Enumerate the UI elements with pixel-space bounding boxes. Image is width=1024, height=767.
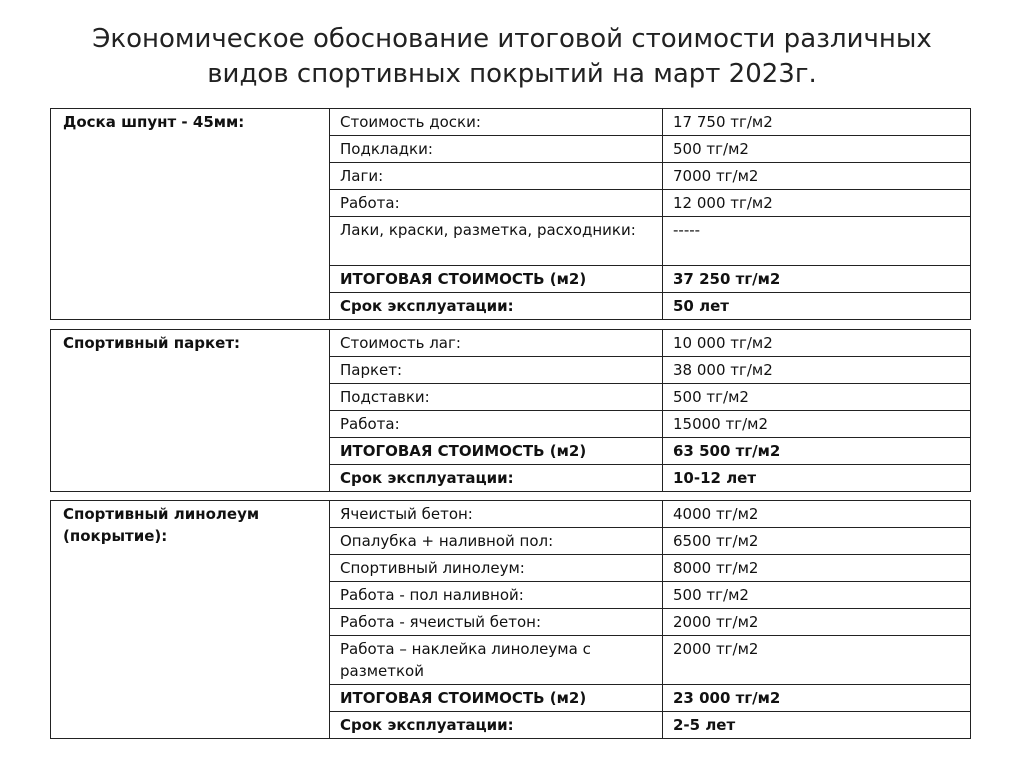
row-label: Работа - ячеистый бетон: xyxy=(330,609,663,636)
row-value: 6500 тг/м2 xyxy=(663,528,971,555)
table-sport-parquet xyxy=(50,329,971,492)
row-value: ----- xyxy=(663,217,971,266)
row-value: 500 тг/м2 xyxy=(663,384,971,411)
row-label: Работа: xyxy=(330,411,663,438)
total-cost-label: ИТОГОВАЯ СТОИМОСТЬ (м2) xyxy=(330,685,663,712)
row-value: 38 000 тг/м2 xyxy=(663,357,971,384)
lifetime-label: Срок эксплуатации: xyxy=(330,465,663,492)
row-value: 8000 тг/м2 xyxy=(663,555,971,582)
row-value: 17 750 тг/м2 xyxy=(663,109,971,136)
table-category-label: Спортивный паркет: xyxy=(51,330,330,492)
row-value: 7000 тг/м2 xyxy=(663,163,971,190)
table-category-label: Спортивный линолеум (покрытие): xyxy=(51,501,330,739)
lifetime-value: 2-5 лет xyxy=(663,712,971,739)
row-label: Паркет: xyxy=(330,357,663,384)
table-wood-board xyxy=(50,108,971,320)
title-line-2: видов спортивных покрытий на март 2023г. xyxy=(207,59,817,89)
row-value: 2000 тг/м2 xyxy=(663,609,971,636)
row-label: Подкладки: xyxy=(330,136,663,163)
row-label: Работа – наклейка линолеума с разметкой xyxy=(330,636,663,685)
lifetime-label: Срок эксплуатации: xyxy=(330,712,663,739)
row-label: Лаги: xyxy=(330,163,663,190)
row-label: Работа - пол наливной: xyxy=(330,582,663,609)
total-cost-label: ИТОГОВАЯ СТОИМОСТЬ (м2) xyxy=(330,438,663,465)
row-label: Стоимость лаг: xyxy=(330,330,663,357)
row-label: Спортивный линолеум: xyxy=(330,555,663,582)
row-value: 12 000 тг/м2 xyxy=(663,190,971,217)
row-value: 4000 тг/м2 xyxy=(663,501,971,528)
row-value: 500 тг/м2 xyxy=(663,582,971,609)
row-label: Лаки, краски, разметка, расходники: xyxy=(330,217,663,266)
total-cost-value: 23 000 тг/м2 xyxy=(663,685,971,712)
table-category-label: Доска шпунт - 45мм: xyxy=(51,109,330,320)
row-value: 2000 тг/м2 xyxy=(663,636,971,685)
row-value: 10 000 тг/м2 xyxy=(663,330,971,357)
slide-title xyxy=(40,22,984,92)
row-label: Опалубка + наливной пол: xyxy=(330,528,663,555)
table-sport-linoleum xyxy=(50,500,971,739)
row-label: Подставки: xyxy=(330,384,663,411)
total-cost-label: ИТОГОВАЯ СТОИМОСТЬ (м2) xyxy=(330,266,663,293)
row-label: Стоимость доски: xyxy=(330,109,663,136)
lifetime-label: Срок эксплуатации: xyxy=(330,293,663,320)
row-label: Ячеистый бетон: xyxy=(330,501,663,528)
lifetime-value: 50 лет xyxy=(663,293,971,320)
total-cost-value: 37 250 тг/м2 xyxy=(663,266,971,293)
total-cost-value: 63 500 тг/м2 xyxy=(663,438,971,465)
row-value: 15000 тг/м2 xyxy=(663,411,971,438)
title-line-1: Экономическое обоснование итоговой стоимости различных xyxy=(92,24,932,54)
row-value: 500 тг/м2 xyxy=(663,136,971,163)
row-label: Работа: xyxy=(330,190,663,217)
lifetime-value: 10-12 лет xyxy=(663,465,971,492)
